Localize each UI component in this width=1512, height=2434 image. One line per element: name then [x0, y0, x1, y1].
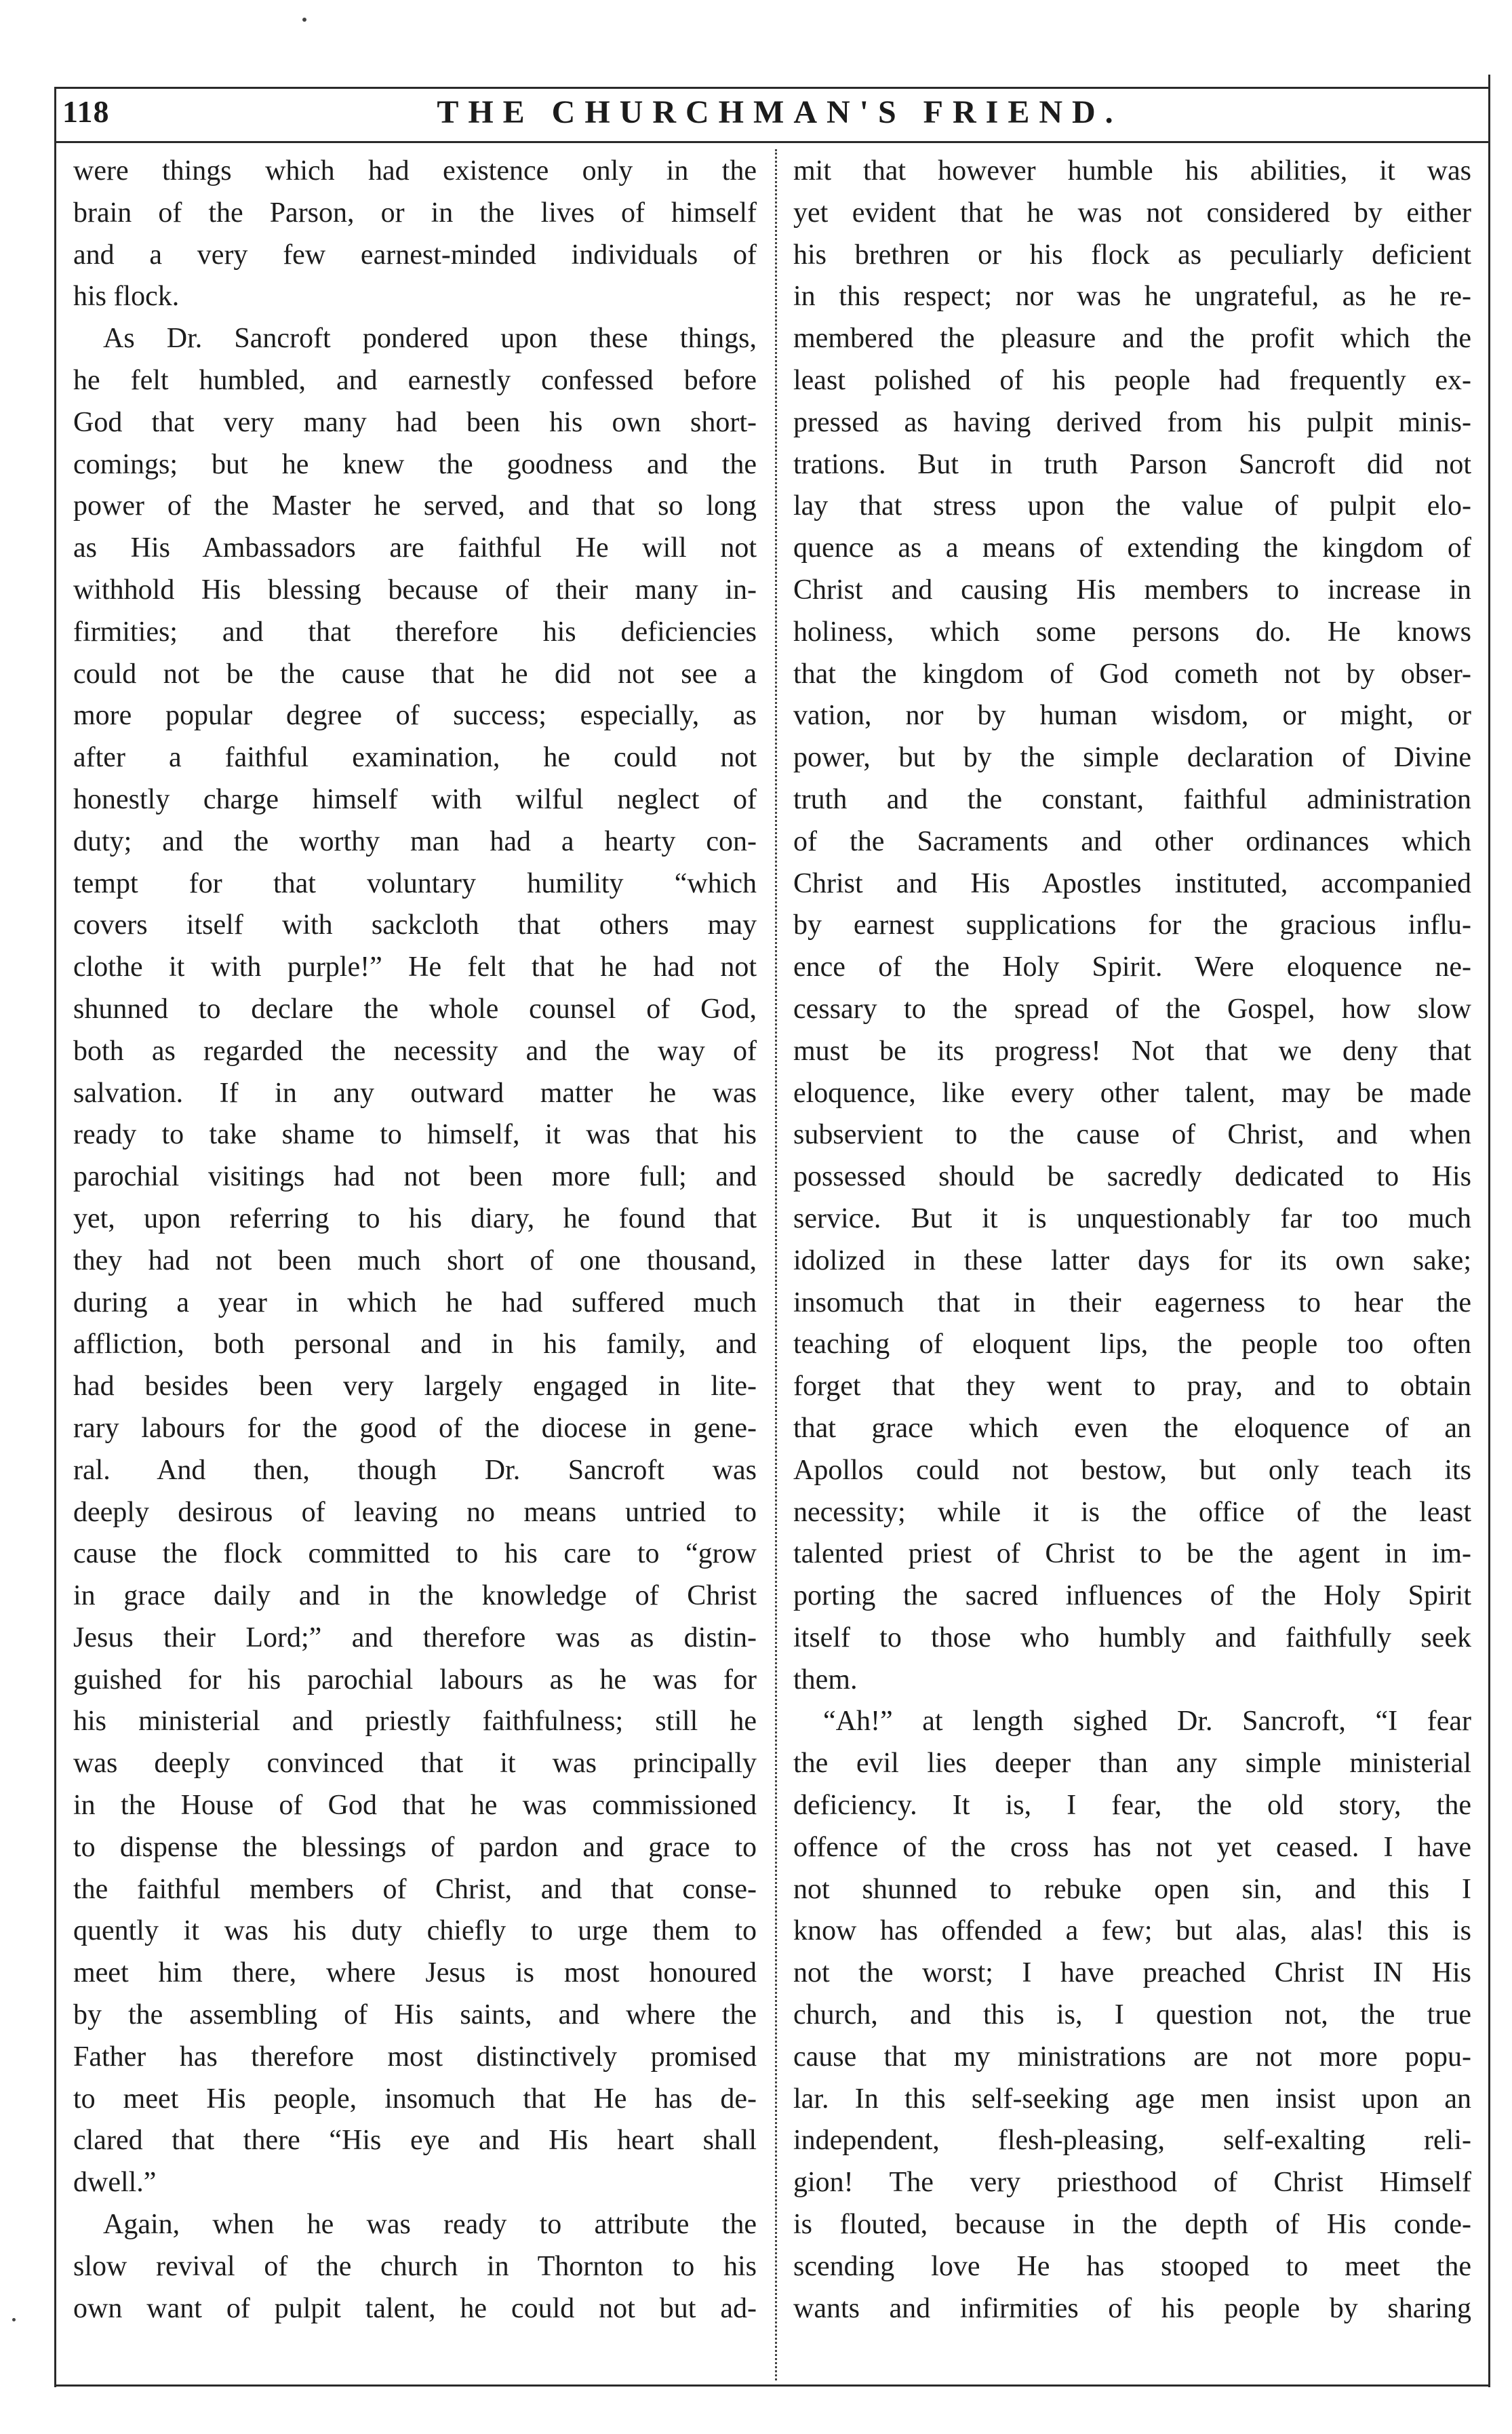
text-line: ready to take shame to himself, it was that his: [73, 1119, 757, 1151]
text-line: during a year in which he had suffered much: [73, 1287, 757, 1318]
text-line: God that very many had been his own short-: [73, 406, 757, 438]
page-number: 118: [62, 94, 110, 129]
text-line: truth and the constant, faithful administration: [793, 783, 1471, 815]
text-line: firmities; and that therefore his deficiencies: [73, 616, 757, 648]
text-line: could not be the cause that he did not see a: [73, 658, 757, 690]
text-line: by the assembling of His saints, and where the: [73, 1999, 757, 2031]
text-line: dwell.”: [73, 2167, 157, 2199]
text-line: tempt for that voluntary humility “which: [73, 867, 757, 899]
text-line: idolized in these latter days for its own sake;: [793, 1244, 1471, 1276]
text-line: subservient to the cause of Christ, and when: [793, 1119, 1471, 1151]
text-line: not shunned to rebuke open sin, and this I: [793, 1873, 1471, 1905]
text-line: quently it was his duty chiefly to urge them to: [73, 1915, 757, 1947]
ink-speck: [302, 18, 306, 22]
text-line: eloquence, like every other talent, may be made: [793, 1077, 1471, 1109]
text-line: lay that stress upon the value of pulpit elo-: [793, 490, 1471, 522]
text-line: clothe it with purple!” He felt that he had not: [73, 951, 757, 983]
text-line: own want of pulpit talent, he could not but ad-: [73, 2292, 757, 2324]
text-line: Apollos could not bestow, but only teach its: [793, 1454, 1471, 1486]
text-line: were things which had existence only in the: [73, 155, 757, 187]
text-line: possessed should be sacredly dedicated to His: [793, 1161, 1471, 1193]
text-line: comings; but he knew the goodness and the: [73, 448, 757, 480]
column-divider: [775, 149, 777, 2380]
text-line: not the worst; I have preached Christ IN His: [793, 1957, 1471, 1989]
text-line: gion! The very priesthood of Christ Himself: [793, 2167, 1471, 2199]
text-line: guished for his parochial labours as he was for: [73, 1664, 757, 1695]
page-border-right: [1488, 75, 1490, 2387]
text-line: offence of the cross has not yet ceased. I have: [793, 1831, 1471, 1863]
text-line: had besides been very largely engaged in lite-: [73, 1371, 757, 1402]
text-line: covers itself with sackcloth that others may: [73, 909, 757, 941]
text-line: they had not been much short of one thousand,: [73, 1244, 757, 1276]
text-line: deeply desirous of leaving no means untried to: [73, 1496, 757, 1528]
text-line: his flock.: [73, 281, 180, 313]
text-line: cessary to the spread of the Gospel, how slow: [793, 993, 1471, 1025]
text-line: was deeply convinced that it was principally: [73, 1748, 757, 1780]
text-line: deficiency. It is, I fear, the old story, the: [793, 1790, 1471, 1822]
text-line: of the Sacraments and other ordinances which: [793, 825, 1471, 857]
text-line: vation, nor by human wisdom, or might, or: [793, 700, 1471, 732]
text-line: withhold His blessing because of their many in-: [73, 574, 757, 606]
text-line: independent, flesh-pleasing, self-exalting reli-: [793, 2125, 1471, 2157]
text-line: the evil lies deeper than any simple ministerial: [793, 1748, 1471, 1780]
text-line: his brethren or his flock as peculiarly deficient: [793, 239, 1471, 271]
text-line: slow revival of the church in Thornton to his: [73, 2250, 757, 2282]
text-line: in this respect; nor was he ungrateful, as he re-: [793, 281, 1471, 313]
text-line: salvation. If in any outward matter he was: [73, 1077, 757, 1109]
text-line: holiness, which some persons do. He knows: [793, 616, 1471, 648]
text-line: Christ and His Apostles instituted, accompanied: [793, 867, 1471, 899]
text-line: itself to those who humbly and faithfully seek: [793, 1622, 1471, 1653]
text-line: least polished of his people had frequently ex-: [793, 364, 1471, 396]
text-line: rary labours for the good of the diocese in gene-: [73, 1412, 757, 1444]
text-line: he felt humbled, and earnestly confessed before: [73, 364, 757, 396]
text-line: Christ and causing His members to increase in: [793, 574, 1471, 606]
text-line: brain of the Parson, or in the lives of himself: [73, 197, 757, 229]
text-line: know has offended a few; but alas, alas! this is: [793, 1915, 1471, 1947]
left-text-column: [73, 151, 757, 2330]
text-line: membered the pleasure and the profit which the: [793, 323, 1471, 355]
text-line: clared that there “His eye and His heart shall: [73, 2125, 757, 2157]
text-line: talented priest of Christ to be the agent in im-: [793, 1538, 1471, 1570]
right-text-column: [793, 151, 1471, 2330]
text-line: scending love He has stooped to meet the: [793, 2250, 1471, 2282]
text-line: to meet His people, insomuch that He has de-: [73, 2083, 757, 2115]
text-line: power of the Master he served, and that so long: [73, 490, 757, 522]
text-line: mit that however humble his abilities, it was: [793, 155, 1471, 187]
text-line: honestly charge himself with wilful neglect of: [73, 783, 757, 815]
text-line: yet evident that he was not considered by either: [793, 197, 1471, 229]
text-line: and a very few earnest-minded individuals of: [73, 239, 757, 271]
text-line: power, but by the simple declaration of Divine: [793, 742, 1471, 774]
text-line: ral. And then, though Dr. Sancroft was: [73, 1454, 757, 1486]
text-line: that grace which even the eloquence of an: [793, 1412, 1471, 1444]
text-line: Again, when he was ready to attribute the: [103, 2209, 757, 2241]
text-line: yet, upon referring to his diary, he found that: [73, 1202, 757, 1234]
running-title: THE CHURCHMAN'S FRIEND.: [437, 94, 1123, 130]
text-line: duty; and the worthy man had a hearty con-: [73, 825, 757, 857]
text-line: teaching of eloquent lips, the people too often: [793, 1329, 1471, 1360]
text-line: insomuch that in their eagerness to hear the: [793, 1287, 1471, 1318]
text-line: Jesus their Lord;” and therefore was as distin-: [73, 1622, 757, 1653]
text-line: must be its progress! Not that we deny that: [793, 1035, 1471, 1067]
margin-speck: [12, 2318, 16, 2321]
text-line: wants and infirmities of his people by sharing: [793, 2292, 1471, 2324]
text-line: his ministerial and priestly faithfulness; still he: [73, 1706, 757, 1738]
text-line: service. But it is unquestionably far too much: [793, 1202, 1471, 1234]
text-line: in grace daily and in the knowledge of Christ: [73, 1580, 757, 1612]
text-line: trations. But in truth Parson Sancroft did not: [793, 448, 1471, 480]
text-line: cause that my ministrations are not more popu-: [793, 2041, 1471, 2073]
text-line: after a faithful examination, he could not: [73, 742, 757, 774]
text-line: both as regarded the necessity and the way of: [73, 1035, 757, 1067]
text-line: by earnest supplications for the gracious influ-: [793, 909, 1471, 941]
header-rule: [54, 141, 1490, 143]
text-line: as His Ambassadors are faithful He will not: [73, 532, 757, 564]
text-line: porting the sacred influences of the Holy Spirit: [793, 1580, 1471, 1612]
text-line: Father has therefore most distinctively promised: [73, 2041, 757, 2073]
text-line: is flouted, because in the depth of His conde-: [793, 2209, 1471, 2241]
page-border-left: [54, 88, 56, 2387]
text-line: them.: [793, 1664, 858, 1695]
text-line: necessity; while it is the office of the least: [793, 1496, 1471, 1528]
text-line: lar. In this self-seeking age men insist upon an: [793, 2083, 1471, 2115]
page-border-top: [54, 87, 1490, 89]
text-line: more popular degree of success; especially, as: [73, 700, 757, 732]
text-line: quence as a means of extending the kingdom of: [793, 532, 1471, 564]
text-line: in the House of God that he was commissioned: [73, 1790, 757, 1822]
text-line: As Dr. Sancroft pondered upon these things,: [103, 323, 757, 355]
text-line: meet him there, where Jesus is most honoured: [73, 1957, 757, 1989]
text-line: pressed as having derived from his pulpit minis-: [793, 406, 1471, 438]
page-border-bottom: [54, 2384, 1490, 2387]
text-line: that the kingdom of God cometh not by obser-: [793, 658, 1471, 690]
text-line: cause the flock committed to his care to “grow: [73, 1538, 757, 1570]
text-line: shunned to declare the whole counsel of God,: [73, 993, 757, 1025]
text-line: forget that they went to pray, and to obtain: [793, 1371, 1471, 1402]
text-line: affliction, both personal and in his family, and: [73, 1329, 757, 1360]
text-line: ence of the Holy Spirit. Were eloquence ne-: [793, 951, 1471, 983]
text-line: parochial visitings had not been more full; and: [73, 1161, 757, 1193]
text-line: to dispense the blessings of pardon and grace to: [73, 1831, 757, 1863]
text-line: church, and this is, I question not, the true: [793, 1999, 1471, 2031]
text-line: “Ah!” at length sighed Dr. Sancroft, “I fear: [823, 1706, 1471, 1738]
text-line: the faithful members of Christ, and that conse-: [73, 1873, 757, 1905]
